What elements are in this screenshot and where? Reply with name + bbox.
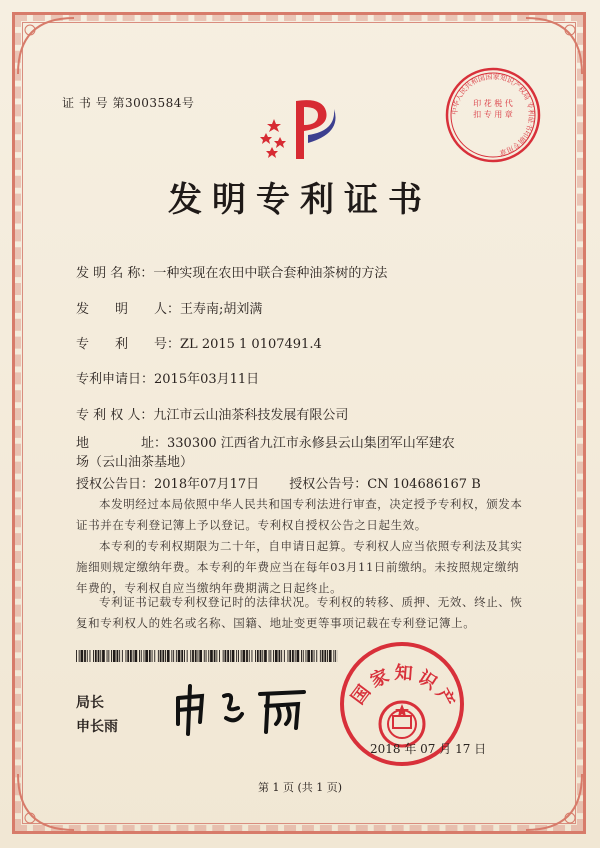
barcode-bar	[273, 650, 274, 662]
field-value: ZL 2015 1 0107491.4	[180, 337, 322, 352]
field-patentee	[76, 404, 348, 423]
barcode-bar	[320, 650, 321, 662]
barcode-bar	[119, 650, 120, 662]
barcode-bar	[113, 650, 116, 662]
barcode-bar	[333, 650, 334, 662]
barcode-bar	[260, 650, 262, 662]
barcode-bar	[144, 650, 145, 662]
barcode-bar	[184, 650, 185, 662]
barcode-bar	[79, 650, 80, 662]
barcode-bar	[145, 650, 148, 662]
barcode-bar	[208, 650, 209, 662]
paragraph-legal-status: 专利证书记载专利权登记时的法律状况。专利权的转移、质押、无效、终止、恢复和专利权人的姓名或名称、国籍、地址变更等事项记载在专利登记簿上。	[76, 595, 523, 630]
barcode-bar	[269, 650, 270, 662]
barcode-bar	[206, 650, 207, 662]
barcode-bar	[329, 650, 332, 662]
barcode-bar	[270, 650, 271, 662]
barcode-bar	[84, 650, 86, 662]
barcode-bar	[98, 650, 100, 662]
barcode-bar	[236, 650, 237, 662]
seal-bottom-ring-text: 国家知识产	[347, 662, 461, 715]
field-value: 2018年07月17日	[154, 477, 260, 492]
barcode-bar	[306, 650, 307, 662]
barcode-bar	[100, 650, 101, 662]
barcode-bar	[303, 650, 304, 662]
barcode-bar	[314, 650, 315, 662]
issue-date: 2018 年 07 月 17 日	[370, 742, 487, 756]
barcode-bar	[214, 650, 216, 662]
barcode-bar	[127, 650, 129, 662]
barcode-bar	[111, 650, 112, 662]
barcode-bar	[95, 650, 97, 662]
barcode	[76, 650, 338, 662]
barcode-bar	[275, 650, 278, 662]
barcode-bar	[130, 650, 132, 662]
barcode-bar	[327, 650, 328, 662]
barcode-bar	[76, 650, 77, 662]
field-patent-number	[76, 333, 322, 352]
field-label: 专利申请日：	[76, 372, 155, 387]
barcode-bar	[149, 650, 151, 662]
barcode-bar	[176, 650, 177, 662]
barcode-bar	[288, 650, 289, 662]
barcode-bar	[297, 650, 300, 662]
barcode-bar	[311, 650, 313, 662]
barcode-bar	[264, 650, 267, 662]
field-value: 王寿南;胡刘满	[180, 302, 263, 317]
barcode-bar	[279, 650, 281, 662]
barcode-bar	[292, 650, 294, 662]
page-footer: 第 1 页 (共 1 页)	[257, 781, 343, 794]
barcode-bar	[192, 650, 194, 662]
barcode-bar	[316, 650, 317, 662]
field-inventor	[76, 298, 262, 317]
certificate-number: 证 书 号 第3003584号	[62, 96, 195, 110]
field-label: 授权公告日：	[76, 477, 155, 492]
director-name: 申长雨	[76, 719, 118, 735]
paragraph-term: 本专利的专利权期限为二十年，自申请日起算。专利权人应当依照专利法及其实施细则规定缴纳年费。本专利的年费应当在每年03月11日前缴纳。未按照规定缴纳年费的，专利权自应当缴纳年费期满之日起终止。	[76, 539, 523, 595]
paragraph-grant: 本发明经过本局依照中华人民共和国专利法进行审查，决定授予专利权，颁发本证书并在专利登记簿上予以登记。专利权自授权公告之日起生效。	[76, 497, 523, 532]
barcode-bar	[322, 650, 324, 662]
barcode-bar	[133, 650, 134, 662]
barcode-bar	[243, 650, 246, 662]
page-title: 发明专利证书	[168, 180, 432, 220]
field-label: 地 址：	[76, 436, 168, 451]
director-title: 局长	[76, 695, 104, 711]
barcode-bar	[246, 650, 248, 662]
barcode-bar	[190, 650, 191, 662]
barcode-bar	[219, 650, 220, 662]
field-address	[76, 434, 456, 472]
barcode-bar	[135, 650, 138, 662]
barcode-bar	[301, 650, 302, 662]
barcode-bar	[162, 650, 164, 662]
field-value: 一种实现在农田中联合套种油茶树的方法	[153, 266, 388, 281]
barcode-bar	[171, 650, 172, 662]
field-value: 330300 江西省九江市永修县云山集团军山军建农场（云山油茶基地）	[76, 436, 455, 470]
barcode-bar	[249, 650, 250, 662]
barcode-bar	[227, 650, 229, 662]
barcode-bar	[230, 650, 231, 662]
barcode-bar	[126, 650, 127, 662]
barcode-bar	[232, 650, 235, 662]
barcode-bar	[210, 650, 213, 662]
field-label: 专 利 号：	[76, 337, 181, 352]
barcode-bar	[90, 650, 91, 662]
barcode-bar	[198, 650, 199, 662]
barcode-bar	[87, 650, 88, 662]
barcode-bar	[165, 650, 166, 662]
field-announcement-date	[76, 473, 481, 492]
barcode-bar	[255, 650, 256, 662]
barcode-bar	[324, 650, 326, 662]
barcode-bar	[160, 650, 162, 662]
barcode-bar	[158, 650, 159, 662]
barcode-bar	[225, 650, 227, 662]
barcode-bar	[107, 650, 108, 662]
field-label: 发 明 人：	[76, 302, 181, 317]
barcode-bar	[141, 650, 142, 662]
barcode-bar	[307, 650, 310, 662]
barcode-bar	[81, 650, 84, 662]
barcode-bar	[252, 650, 253, 662]
corner-ornament-top-left	[16, 16, 76, 76]
barcode-bar	[204, 650, 205, 662]
field-label: 专 利 权 人：	[76, 408, 154, 423]
barcode-bar	[93, 650, 94, 662]
barcode-bar	[241, 650, 242, 662]
barcode-bar	[284, 650, 285, 662]
barcode-bar	[262, 650, 263, 662]
field-label: 发 明 名 称：	[76, 266, 154, 281]
barcode-bar	[152, 650, 153, 662]
field-application-date	[76, 368, 259, 387]
announcement-number: 授权公告号：CN 104686167 B	[289, 477, 481, 492]
patent-office-logo-icon	[252, 95, 348, 165]
barcode-bar	[139, 650, 140, 662]
barcode-bar	[238, 650, 239, 662]
barcode-bar	[281, 650, 282, 662]
director-signature	[168, 678, 318, 738]
barcode-bar	[108, 650, 109, 662]
barcode-bar	[199, 650, 202, 662]
barcode-bar	[216, 650, 217, 662]
barcode-bar	[295, 650, 296, 662]
barcode-bar	[181, 650, 183, 662]
barcode-bar	[335, 650, 336, 662]
official-seal-top	[444, 66, 542, 164]
barcode-bar	[173, 650, 174, 662]
barcode-bar	[257, 650, 259, 662]
field-invention-name	[76, 262, 387, 281]
field-value: 九江市云山油茶科技发展有限公司	[153, 408, 349, 423]
barcode-bar	[223, 650, 224, 662]
barcode-bar	[167, 650, 170, 662]
field-value: 2015年03月11日	[154, 372, 260, 387]
barcode-bar	[187, 650, 188, 662]
barcode-bar	[154, 650, 155, 662]
barcode-bar	[117, 650, 119, 662]
barcode-bar	[178, 650, 181, 662]
barcode-bar	[289, 650, 291, 662]
seal-top-center-text: 印 花 税 代 扣 专 用 章	[473, 99, 513, 119]
barcode-bar	[195, 650, 197, 662]
seal-top-ring-text: 中华人民共和国国家知识产权局 专利证书印刷专用章	[450, 72, 536, 157]
barcode-bar	[122, 650, 123, 662]
barcode-bar	[102, 650, 105, 662]
